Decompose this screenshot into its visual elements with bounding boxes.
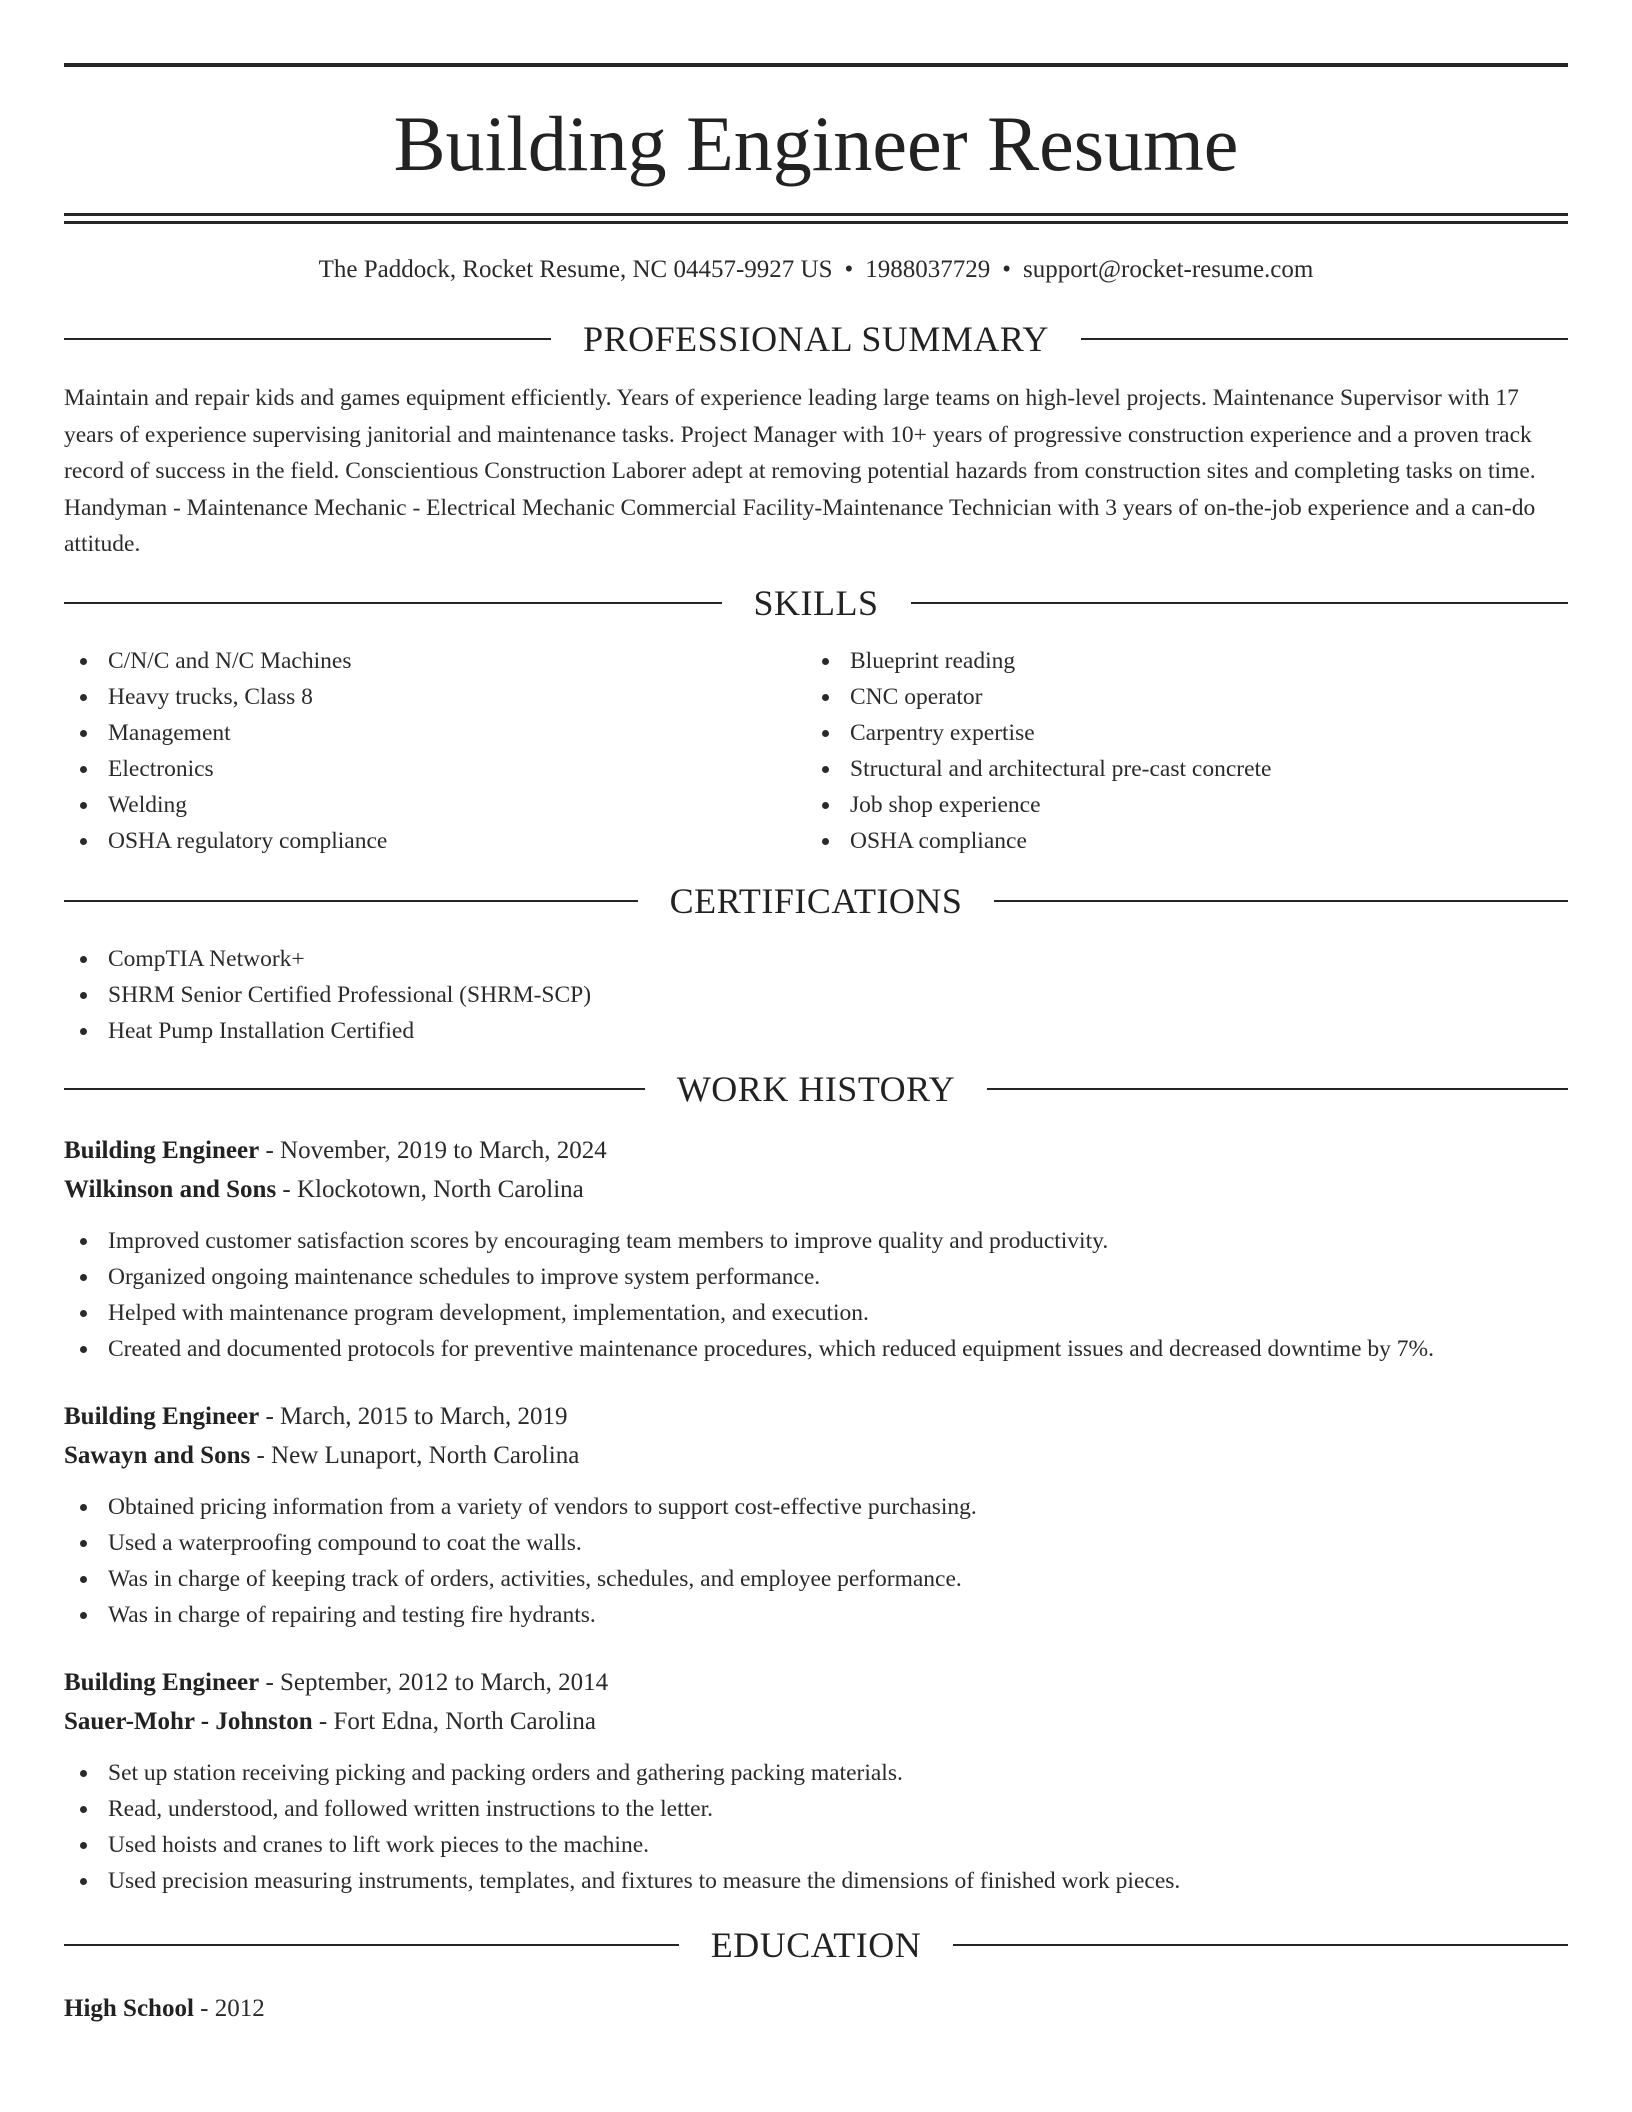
certifications-list: [64, 941, 1568, 1049]
summary-title: PROFESSIONAL SUMMARY: [583, 319, 1049, 359]
job-entry: [64, 1663, 1568, 1899]
summary-text: Maintain and repair kids and games equipment efficiently. Years of experience leading large teams on high-level projects. Maintenance Supervisor with 17 years of experience supervising janitorial and maintenance tasks. Project Manager with 10+ years of progressive construction experience and a proven track record of success in the field. Conscientious Construction Laborer adept at removing potential hazards from construction sites and completing tasks on time. Handyman - Maintenance Mechanic - Electrical Mechanic Commercial Facility-Maintenance Technician with 3 years of on-the-job experience and a can-do attitude.: [64, 385, 1536, 557]
skill-item: Carpentry expertise: [806, 715, 1548, 751]
job-bullet: Organized ongoing maintenance schedules to improve system performance.: [64, 1259, 1568, 1295]
heading-rule: [911, 602, 1569, 604]
skill-item: Electronics: [64, 751, 806, 787]
header-double-rule: [64, 213, 1568, 224]
certifications-heading: [64, 879, 1568, 923]
job-location: - Fort Edna, North Carolina: [312, 1707, 596, 1735]
summary-heading: [64, 317, 1568, 361]
resume-page: [64, 0, 1568, 2028]
contact-address: The Paddock, Rocket Resume, NC 04457-9927 US: [318, 256, 833, 283]
job-bullets: [64, 1755, 1568, 1899]
job-bullet: Read, understood, and followed written instructions to the letter.: [64, 1791, 1568, 1827]
job-bullet: Created and documented protocols for preventive maintenance procedures, which reduced equipment issues and decreased downtime by 7%.: [64, 1331, 1568, 1367]
heading-rule: [64, 900, 638, 902]
skills-list: [64, 643, 1568, 859]
heading-rule: [64, 338, 551, 340]
heading-rule: [994, 900, 1568, 902]
job-bullet: Used hoists and cranes to lift work pieces to the machine.: [64, 1827, 1568, 1863]
job-dates: - November, 2019 to March, 2024: [259, 1136, 607, 1164]
skill-item: OSHA compliance: [806, 823, 1548, 859]
skill-item: CNC operator: [806, 679, 1548, 715]
contact-phone[interactable]: 1988037729: [865, 256, 991, 283]
heading-rule: [953, 1944, 1568, 1946]
job-company: Sawayn and Sons: [64, 1441, 251, 1469]
contact-separator: •: [1002, 256, 1012, 283]
job-bullet: Was in charge of repairing and testing fire hydrants.: [64, 1597, 1568, 1633]
job-entry: [64, 1397, 1568, 1633]
skill-item: C/N/C and N/C Machines: [64, 643, 806, 679]
job-bullet: Was in charge of keeping track of orders, activities, schedules, and employee performance.: [64, 1561, 1568, 1597]
job-company: Sauer-Mohr - Johnston: [64, 1707, 313, 1735]
contact-line: [64, 254, 1568, 286]
skill-item: Heavy trucks, Class 8: [64, 679, 806, 715]
job-company-line: [64, 1436, 1568, 1475]
job-bullet: Improved customer satisfaction scores by encouraging team members to improve quality and productivity.: [64, 1223, 1568, 1259]
work-history-title: WORK HISTORY: [676, 1068, 956, 1109]
job-role: Building Engineer: [64, 1668, 260, 1696]
job-bullets: [64, 1223, 1568, 1367]
education-degree: High School: [64, 1994, 194, 2022]
work-history-heading: [64, 1067, 1568, 1111]
job-title-line: [64, 1663, 1568, 1702]
job-title-line: [64, 1397, 1568, 1436]
job-title-line: [64, 1131, 1568, 1170]
skill-item: OSHA regulatory compliance: [64, 823, 806, 859]
job-location: - Klockotown, North Carolina: [276, 1175, 584, 1203]
skill-item: Structural and architectural pre-cast concrete: [806, 751, 1548, 787]
job-bullet: Obtained pricing information from a variety of vendors to support cost-effective purchasing.: [64, 1489, 1568, 1525]
heading-rule: [64, 1088, 645, 1090]
header-top-rule: [64, 63, 1568, 67]
skills-column-right: [806, 643, 1548, 859]
heading-rule: [987, 1088, 1568, 1090]
job-entry: [64, 1131, 1568, 1367]
heading-rule: [64, 1944, 679, 1946]
job-bullets: [64, 1489, 1568, 1633]
job-role: Building Engineer: [64, 1402, 260, 1430]
education-heading: [64, 1923, 1568, 1967]
job-company-line: [64, 1170, 1568, 1209]
job-bullet: Helped with maintenance program development, implementation, and execution.: [64, 1295, 1568, 1331]
job-dates: - March, 2015 to March, 2019: [259, 1402, 568, 1430]
job-location: - New Lunaport, North Carolina: [250, 1441, 580, 1469]
job-role: Building Engineer: [64, 1136, 260, 1164]
skill-item: Job shop experience: [806, 787, 1548, 823]
heading-rule: [64, 602, 722, 604]
education-entry: [64, 1989, 1568, 2028]
certifications-title: CERTIFICATIONS: [669, 880, 963, 921]
job-bullet: Used a waterproofing compound to coat the walls.: [64, 1525, 1568, 1561]
certification-item: SHRM Senior Certified Professional (SHRM-SCP): [64, 977, 1568, 1013]
skill-item: Blueprint reading: [806, 643, 1548, 679]
certification-item: Heat Pump Installation Certified: [64, 1013, 1568, 1049]
resume-title: Building Engineer Resume: [393, 100, 1239, 187]
job-bullet: Set up station receiving picking and packing orders and gathering packing materials.: [64, 1755, 1568, 1791]
skill-item: Welding: [64, 787, 806, 823]
heading-rule: [1081, 338, 1568, 340]
contact-email[interactable]: support@rocket-resume.com: [1023, 256, 1314, 283]
job-bullet: Used precision measuring instruments, templates, and fixtures to measure the dimensions of finished work pieces.: [64, 1863, 1568, 1899]
education-title: EDUCATION: [710, 1924, 922, 1965]
job-dates: - September, 2012 to March, 2014: [259, 1668, 609, 1696]
certification-item: CompTIA Network+: [64, 941, 1568, 977]
job-company-line: [64, 1702, 1568, 1741]
skills-heading: [64, 581, 1568, 625]
education-year: - 2012: [193, 1994, 265, 2022]
skills-column-left: [64, 643, 806, 859]
contact-separator: •: [844, 256, 854, 283]
skill-item: Management: [64, 715, 806, 751]
job-company: Wilkinson and Sons: [64, 1175, 277, 1203]
skills-title: SKILLS: [753, 582, 879, 623]
